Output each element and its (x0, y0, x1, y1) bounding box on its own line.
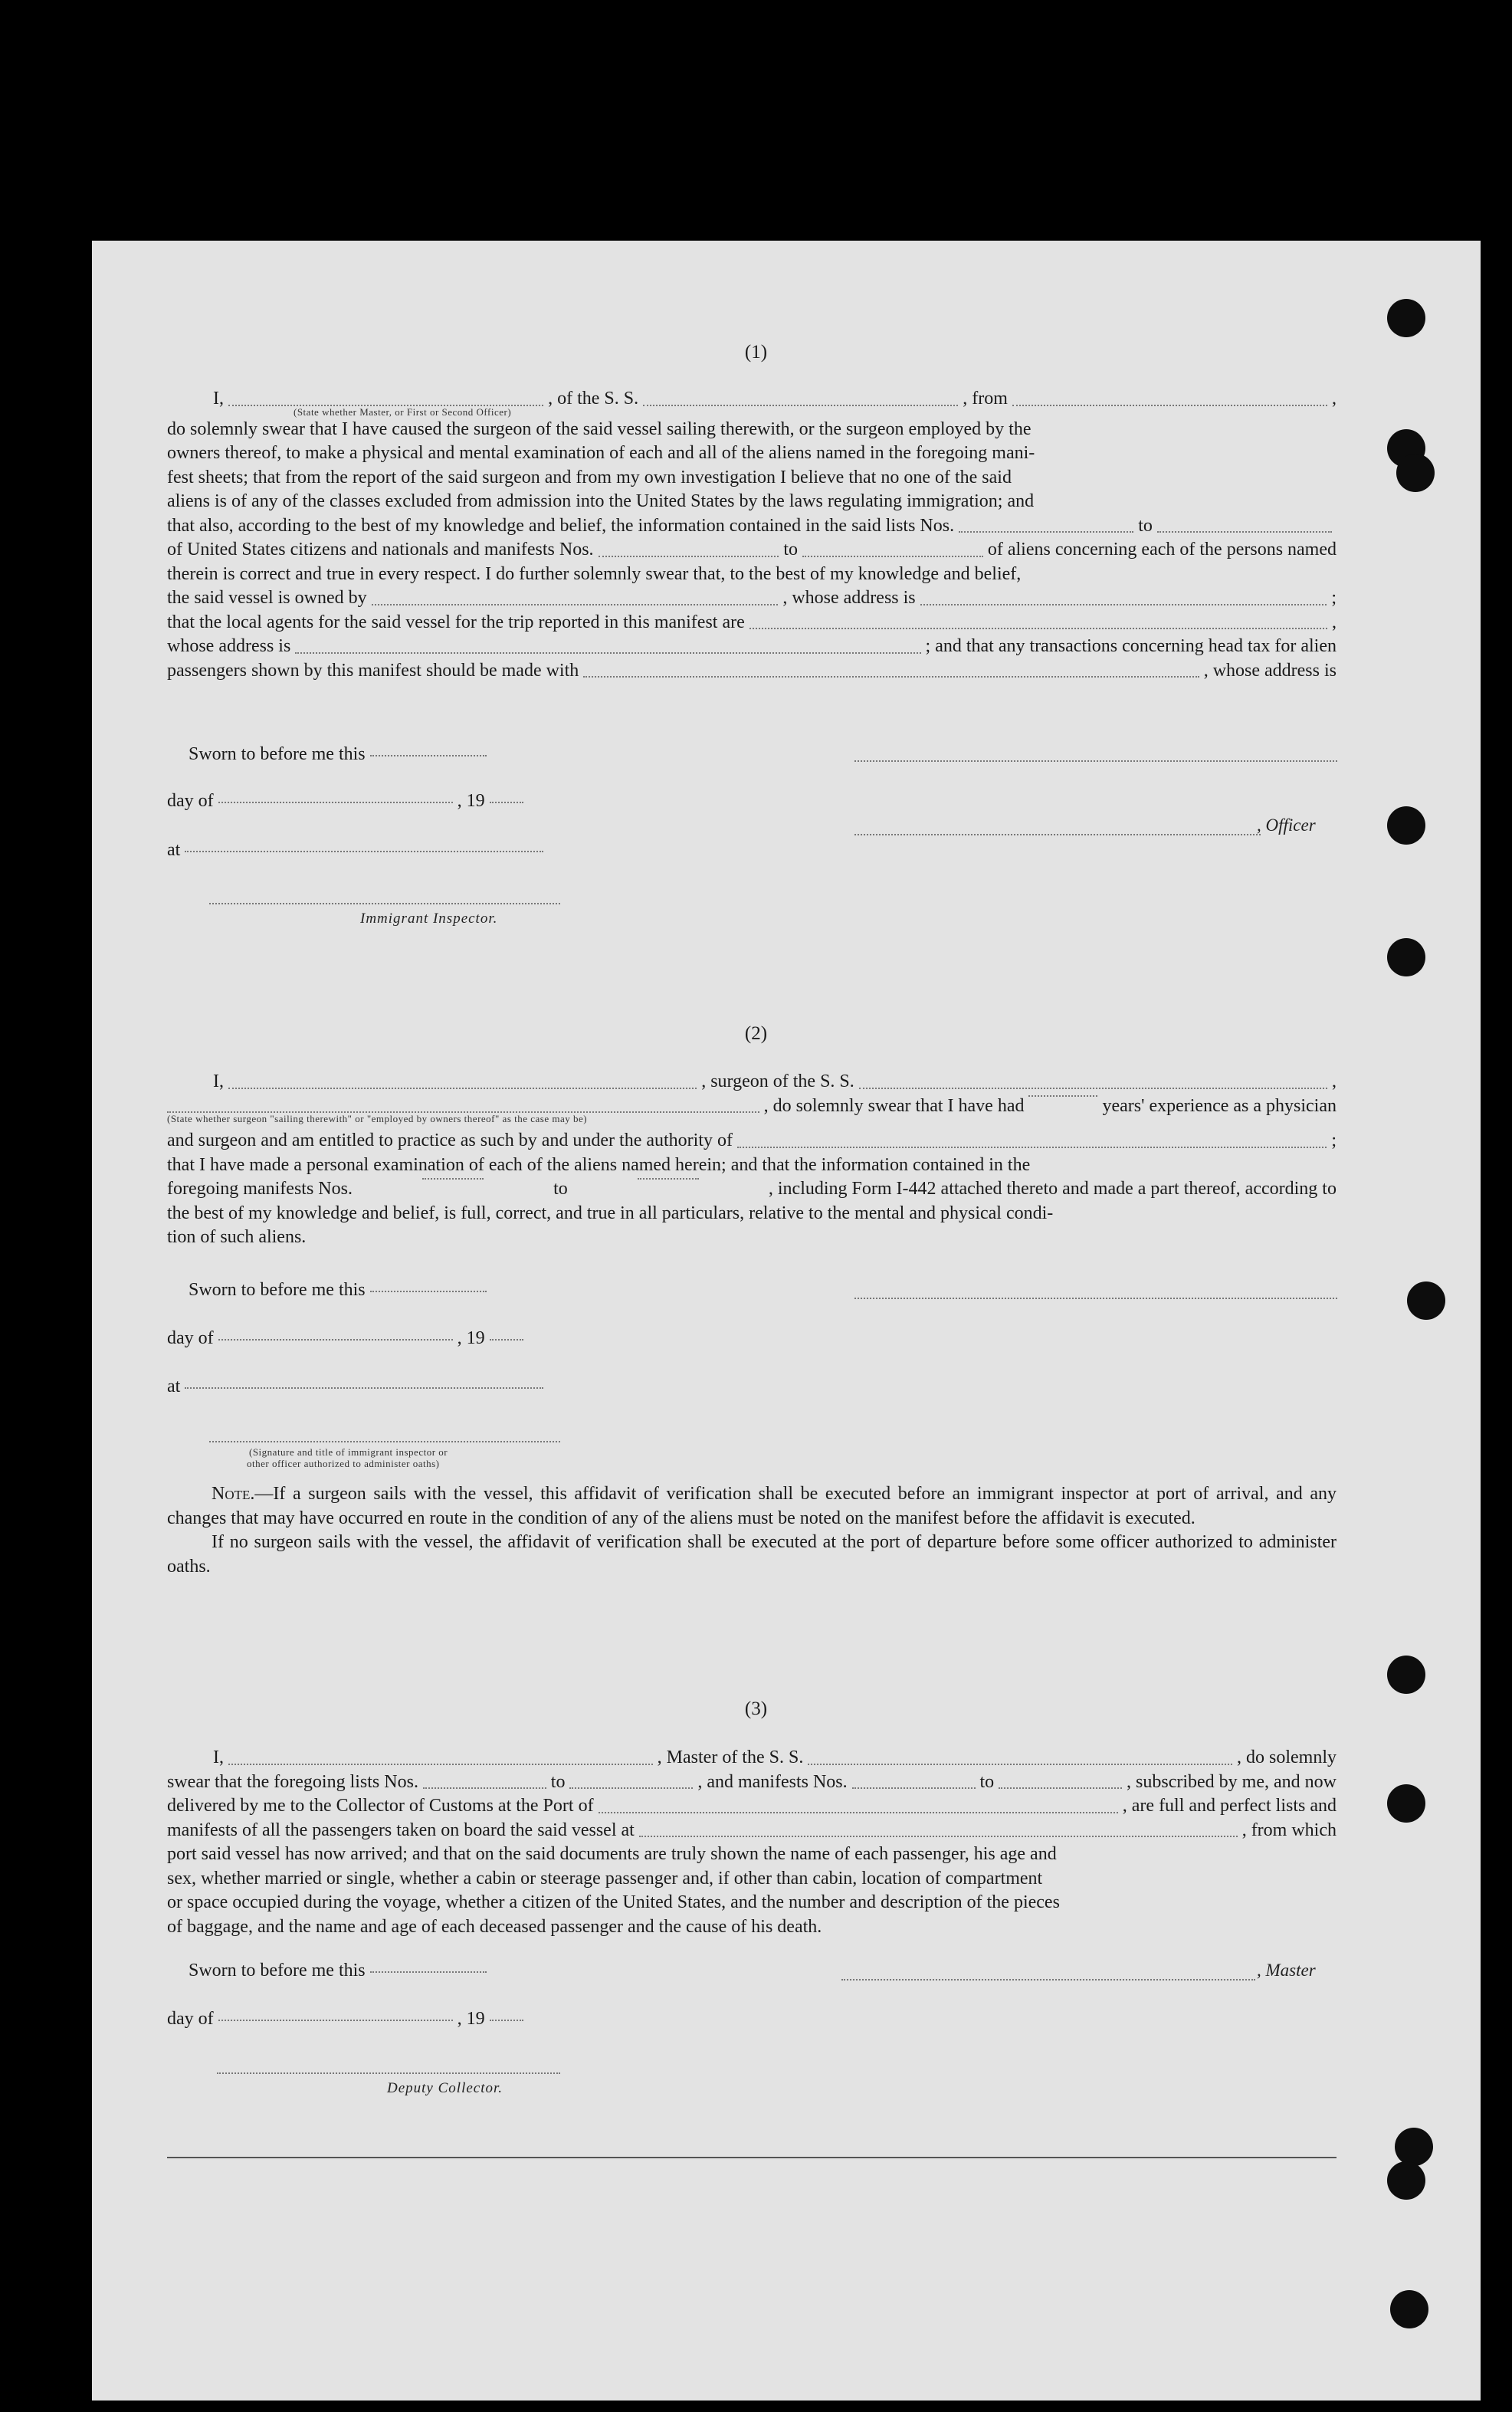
section-3-affidavit (167, 1746, 1337, 1939)
text: swear that the foregoing lists Nos. (167, 1771, 418, 1792)
s1-line-4 (167, 466, 1337, 491)
manifests-to-field[interactable] (802, 538, 983, 557)
text: I, (213, 1747, 224, 1767)
s2-line-6 (167, 1202, 1337, 1226)
text: that I have made a personal examination of each of the aliens named herein; and that the information contained in the (167, 1154, 1031, 1175)
text: day of (167, 2009, 214, 2029)
at-place-field[interactable] (185, 850, 543, 852)
lists-from-field[interactable] (959, 514, 1133, 533)
surgeon-vessel-field[interactable] (859, 1070, 1327, 1089)
text: , 19 (457, 791, 485, 811)
officer-title-line[interactable] (854, 834, 1261, 835)
punch-hole-icon (1387, 299, 1425, 337)
text: port said vessel has now arrived; and that on the said documents are truly shown the name of each passenger, his age and (167, 1844, 1057, 1864)
s3-line-1 (167, 1746, 1337, 1770)
s1-line-5 (167, 490, 1337, 514)
s3-line-2 (167, 1770, 1337, 1795)
at-place-field[interactable] (185, 1386, 543, 1389)
text: ; and that any transactions concerning head tax for alien (925, 636, 1337, 656)
inspector-signature-line[interactable] (209, 1441, 560, 1442)
s2-line-4 (167, 1153, 1337, 1178)
punch-hole-icon (1395, 2128, 1433, 2166)
s3-manifests-to-field[interactable] (999, 1770, 1122, 1790)
s3-day-of-row (167, 2009, 528, 2030)
master-name-field[interactable] (228, 1746, 653, 1765)
s2-day-of-row (167, 1328, 528, 1349)
master-label: , Master (1257, 1961, 1316, 1980)
text: ; (1331, 588, 1337, 608)
master-vessel-field[interactable] (808, 1746, 1232, 1765)
sworn-day-field[interactable] (370, 1971, 487, 1973)
punch-hole-icon (1387, 2161, 1425, 2200)
text: delivered by me to the Collector of Customs at the Port of (167, 1796, 594, 1816)
s1-line-8 (167, 563, 1337, 587)
text: I, (213, 389, 224, 409)
s3-line-5 (167, 1843, 1337, 1867)
officer-name-field[interactable] (228, 387, 543, 406)
s1-line-9 (167, 586, 1337, 611)
s2-sig-caption-1: (Signature and title of immigrant inspector or (249, 1446, 448, 1458)
text: at (167, 1377, 181, 1396)
s3-lists-to-field[interactable] (569, 1770, 693, 1790)
s2-line-7: tion of such aliens. (167, 1227, 307, 1247)
s3-line-6 (167, 1867, 1337, 1892)
punch-hole-icon (1387, 1656, 1425, 1694)
s3-line-8: of baggage, and the name and age of each deceased passenger and the cause of his death. (167, 1916, 822, 1937)
text: that also, according to the best of my knowledge and belief, the information contained in the said lists Nos. (167, 515, 955, 536)
text: , do solemnly (1237, 1747, 1337, 1767)
text: day of (167, 791, 214, 811)
text: to (1138, 515, 1153, 536)
practice-authority-field[interactable] (737, 1129, 1327, 1148)
text: , from (963, 389, 1008, 409)
officer-label: , Officer (1257, 815, 1316, 835)
punch-hole-icon (1387, 1784, 1425, 1823)
s2-line-1 (167, 1070, 1337, 1094)
s1-line-10 (167, 611, 1337, 635)
text: Sworn to before me this (189, 1280, 366, 1300)
month-field[interactable] (218, 1338, 453, 1341)
text: , (1332, 389, 1337, 409)
owner-address-field[interactable] (920, 586, 1327, 605)
text: Sworn to before me this (189, 1961, 366, 1980)
text: the best of my knowledge and belief, is full, correct, and true in all particulars, relative to the mental and physical condi- (167, 1203, 1054, 1223)
text: years' experience as a physician (1102, 1095, 1337, 1116)
text: , 19 (457, 2009, 485, 2029)
text: , 19 (457, 1328, 485, 1348)
year-field[interactable] (490, 2019, 523, 2021)
inspector-signature-line[interactable] (209, 903, 560, 904)
year-field[interactable] (490, 1338, 523, 1341)
punch-hole-icon (1390, 2290, 1428, 2328)
section-3-number: (3) (744, 1698, 768, 1719)
year-field[interactable] (490, 801, 523, 803)
text: whose address is (167, 636, 291, 656)
agents-address-field[interactable] (295, 635, 920, 654)
text: , subscribed by me, and now (1127, 1771, 1337, 1792)
s1-small-caption: (State whether Master, or First or Second Officer) (294, 405, 512, 418)
text: foregoing manifests Nos. (167, 1179, 353, 1199)
note-block (167, 1482, 1337, 1579)
s2-manifests-from-field[interactable] (422, 1177, 484, 1180)
owner-field[interactable] (372, 586, 779, 605)
s1-sworn-row (189, 744, 491, 765)
text: do solemnly swear that I have caused the surgeon of the said vessel sailing therewith, or the surgeon employed by the (167, 418, 1032, 439)
surgeon-signature-line[interactable] (854, 1298, 1337, 1299)
text: to (979, 1771, 995, 1792)
local-agents-field[interactable] (749, 611, 1327, 630)
text: passengers shown by this manifest should be made with (167, 660, 579, 681)
text: , of the S. S. (548, 389, 639, 409)
text: and surgeon and am entitled to practice as such by and under the authority of (167, 1131, 733, 1150)
s1-line-12 (167, 659, 1337, 684)
text: , whose address is (1203, 660, 1337, 681)
sworn-day-field[interactable] (370, 1290, 487, 1292)
s1-line-7 (167, 538, 1337, 563)
text: , (1332, 612, 1337, 632)
s2-small-caption: (State whether surgeon "sailing therewith" or "employed by owners thereof" as the case may be) (167, 1113, 588, 1124)
s2-line-5 (167, 1177, 1337, 1202)
s2-line-3 (167, 1129, 1337, 1153)
s1-line-6 (167, 514, 1337, 539)
port-field[interactable] (599, 1794, 1118, 1813)
from-port-field[interactable] (1012, 387, 1327, 406)
officer-signature-line[interactable] (854, 760, 1337, 762)
text: that the local agents for the said vessel for the trip reported in this manifest are (167, 612, 745, 632)
section-2-affidavit (167, 1070, 1337, 1250)
text: to (783, 540, 799, 560)
s2-manifests-to-field[interactable] (638, 1177, 699, 1180)
s2-sworn-row (189, 1280, 491, 1301)
surgeon-status-field[interactable] (167, 1094, 759, 1114)
manifests-from-field[interactable] (599, 538, 779, 557)
text: sex, whether married or single, whether a cabin or steerage passenger and, if other than cabin, location of compartment (167, 1868, 1043, 1889)
boarding-port-field[interactable] (639, 1819, 1238, 1838)
head-tax-party-field[interactable] (583, 659, 1199, 678)
text: manifests of all the passengers taken on board the said vessel at (167, 1820, 635, 1840)
s3-manifests-from-field[interactable] (852, 1770, 976, 1790)
collector-label: Deputy Collector. (387, 2080, 503, 2096)
master-signature-line[interactable] (841, 1979, 1255, 1980)
note-paragraph-1 (167, 1482, 1337, 1531)
s1-line-2 (167, 418, 1337, 442)
text: Sworn to before me this (189, 744, 366, 764)
s3-sworn-row (189, 1961, 491, 1981)
punch-hole-icon (1387, 938, 1425, 976)
note-label: Note. (212, 1484, 255, 1504)
month-field[interactable] (218, 2019, 453, 2021)
text: fest sheets; that from the report of the said surgeon and from my own investigation I believe that no one of the said (167, 467, 1012, 487)
text: aliens is of any of the classes excluded from admission into the United States by the laws regulating immigration; and (167, 491, 1035, 511)
text: or space occupied during the voyage, whether a citizen of the United States, and the number and description of the pieces (167, 1892, 1060, 1912)
s2-at-row (167, 1377, 548, 1397)
text: I, (213, 1071, 224, 1091)
footer-rule (167, 2157, 1337, 2158)
text: day of (167, 1328, 214, 1348)
text: , Master of the S. S. (657, 1747, 804, 1767)
lists-to-field[interactable] (1157, 514, 1332, 533)
text: , whose address is (782, 588, 916, 608)
text: to (553, 1179, 568, 1199)
text: therein is correct and true in every respect. I do further solemnly swear that, to the best of my knowledge and belief, (167, 563, 1022, 584)
s2-sig-caption-2: other officer authorized to administer oaths) (247, 1458, 440, 1469)
text: owners thereof, to make a physical and mental examination of each and all of the aliens named in the foregoing mani- (167, 443, 1035, 463)
s3-line-3 (167, 1794, 1337, 1819)
collector-signature-line[interactable] (217, 2072, 560, 2074)
section-1-number: (1) (744, 342, 768, 363)
text: , and manifests Nos. (697, 1771, 848, 1792)
years-experience-field[interactable] (1028, 1094, 1097, 1097)
sworn-day-field[interactable] (370, 754, 487, 756)
text: , do solemnly swear that I have had (763, 1095, 1025, 1116)
section-1-affidavit (167, 387, 1337, 683)
inspector-label: Immigrant Inspector. (360, 911, 498, 927)
s1-at-row (167, 840, 548, 861)
s3-line-7 (167, 1891, 1337, 1915)
text: at (167, 840, 181, 860)
punch-hole-icon (1387, 806, 1425, 845)
text: , including Form I-442 attached thereto and made a part thereof, according to (768, 1179, 1337, 1199)
s1-line-3 (167, 441, 1337, 466)
text: ; (1331, 1131, 1337, 1150)
text: , are full and perfect lists and (1122, 1796, 1337, 1816)
text: of United States citizens and nationals and manifests Nos. (167, 540, 594, 560)
surgeon-name-field[interactable] (228, 1070, 697, 1089)
text: , from which (1241, 1820, 1337, 1840)
text: , surgeon of the S. S. (701, 1071, 854, 1091)
text: of aliens concerning each of the persons named (987, 540, 1337, 560)
text: , (1332, 1071, 1337, 1091)
text: —If a surgeon sails with the vessel, this affidavit of verification shall be executed before an immigrant inspector at port of arrival, and any changes that may have occurred en route in the condition of any of the aliens must be noted on the manifest before the affidavit is executed. (167, 1484, 1337, 1528)
text: to (550, 1771, 566, 1792)
month-field[interactable] (218, 801, 453, 803)
section-2-number: (2) (744, 1023, 768, 1044)
punch-hole-icon (1396, 454, 1435, 492)
s1-day-of-row (167, 791, 528, 812)
vessel-name-field[interactable] (643, 387, 958, 406)
s1-line-11 (167, 635, 1337, 659)
text: the said vessel is owned by (167, 588, 367, 608)
s3-line-4 (167, 1819, 1337, 1843)
note-paragraph-2: If no surgeon sails with the vessel, the affidavit of verification shall be executed at the port of departure before some officer authorized to administer oaths. (167, 1532, 1337, 1577)
s3-lists-from-field[interactable] (423, 1770, 546, 1790)
punch-hole-icon (1407, 1281, 1445, 1320)
